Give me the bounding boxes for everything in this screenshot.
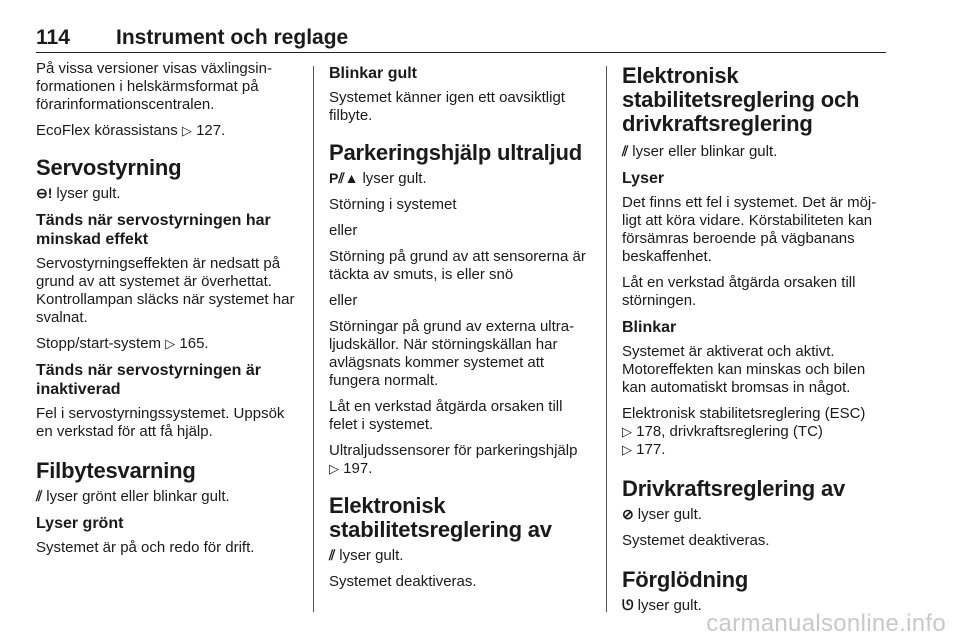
paragraph-sensors: Ultraljudssensorer för parkeringshjälp ▷ 197. xyxy=(329,442,578,477)
paragraph: Störning i systemet xyxy=(329,196,457,213)
section-heading: Filbytesvarning xyxy=(36,458,196,483)
subheading: Blinkar xyxy=(622,319,677,336)
cross-reference-icon: ▷ xyxy=(165,336,176,351)
column-3 xyxy=(622,60,888,623)
subheading: Tänds när servostyrningen har minskad effekt xyxy=(36,212,271,248)
subheading: Tänds när servostyrningen är inaktiverad xyxy=(36,362,261,398)
esc-off-icon: ⫽ xyxy=(329,547,336,563)
traction-control-off-icon: ⊘ xyxy=(622,506,634,522)
indicator-line: ⫽ lyser eller blinkar gult. xyxy=(622,143,778,160)
paragraph: Störningar på grund av externa ultraljudskällor. När störningskällan har avlägsnats kommer systemet att fungera normalt. xyxy=(329,318,575,389)
lane-change-icon: ⫽ xyxy=(36,488,43,504)
cross-reference-icon: ▷ xyxy=(622,424,632,439)
paragraph: eller xyxy=(329,222,358,239)
section-heading: Parkeringshjälp ultraljud xyxy=(329,140,582,165)
indicator-line: ᘎ lyser gult. xyxy=(622,597,702,614)
indicator-line: ⊖! lyser gult. xyxy=(36,185,121,202)
glow-plug-icon: ᘎ xyxy=(622,597,634,613)
cross-reference-icon: ▷ xyxy=(181,123,192,138)
esc-icon: ⫽ xyxy=(622,143,629,159)
page-reference: 127. xyxy=(196,122,226,139)
page-reference: 177. xyxy=(636,441,666,458)
cross-reference-icon: ▷ xyxy=(622,442,632,457)
section-heading: Förglödning xyxy=(622,567,749,592)
paragraph: Systemet är på och redo för drift. xyxy=(36,539,255,556)
parking-sensor-icon: P⫽▲ xyxy=(329,170,359,186)
indicator-line: ⫽ lyser gult. xyxy=(329,547,404,564)
section-heading: Elektronisk stabilitetsreglering av xyxy=(329,493,552,542)
cross-reference-icon: ▷ xyxy=(329,461,339,476)
section-heading: Elektronisk stabilitetsreglering och drivkraftsreglering xyxy=(622,63,860,136)
column-1 xyxy=(36,60,298,565)
paragraph: Systemet deaktiveras. xyxy=(622,532,770,549)
subheading: Lyser xyxy=(622,170,665,187)
column-divider xyxy=(313,66,314,612)
paragraph: Låt en verkstad åtgärda orsaken till felet i systemet. xyxy=(329,398,563,433)
subheading: Blinkar gult xyxy=(329,65,418,82)
subheading: Lyser grönt xyxy=(36,515,124,532)
section-heading: Drivkraftsreglering av xyxy=(622,476,846,501)
paragraph: På vissa versioner visas växlingsinformationen i helskärmsformat på förarinformationscentralen. xyxy=(36,60,272,113)
paragraph: Systemet känner igen ett oavsiktligt filbyte. xyxy=(329,89,565,124)
indicator-line: P⫽▲ lyser gult. xyxy=(329,170,427,187)
paragraph-stopstart: Stopp/start-system ▷ 165. xyxy=(36,335,209,352)
paragraph: eller xyxy=(329,292,358,309)
page-header xyxy=(36,26,886,53)
paragraph: Låt en verkstad åtgärda orsaken till störningen. xyxy=(622,274,856,309)
section-heading: Servostyrning xyxy=(36,155,182,180)
paragraph: Systemet är aktiverat och aktivt. Motoreffekten kan minskas och bilen kan automatiskt bromsas in något. xyxy=(622,343,866,396)
paragraph: Det finns ett fel i systemet. Det är möjligt att köra vidare. Körstabiliteten kan försämras beroende på vägbanans beskaffenhet. xyxy=(622,194,877,265)
column-2 xyxy=(329,60,591,599)
paragraph-ecoflex: EcoFlex körassistans ▷ 127. xyxy=(36,122,226,139)
paragraph-references: Elektronisk stabilitetsreglering (ESC) ▷ 178, drivkraftsreglering (TC) ▷ 177. xyxy=(622,405,866,458)
indicator-line: ⫽ lyser grönt eller blinkar gult. xyxy=(36,488,230,505)
page-reference: 197. xyxy=(343,460,373,477)
page-number: 114 xyxy=(36,26,70,49)
servo-warning-icon: ⊖! xyxy=(36,185,53,201)
column-divider xyxy=(606,66,607,612)
paragraph: Systemet deaktiveras. xyxy=(329,573,477,590)
watermark: carmanualsonline.info xyxy=(706,610,946,637)
paragraph: Fel i servostyrningssystemet. Uppsök en verkstad för att få hjälp. xyxy=(36,405,285,440)
paragraph: Servostyrningseffekten är nedsatt på grund av att systemet är överhettat. Kontrollampan släcks när systemet har svalnat. xyxy=(36,255,295,326)
page-reference: 165. xyxy=(179,335,209,352)
paragraph: Störning på grund av att sensorerna är täckta av smuts, is eller snö xyxy=(329,248,586,283)
indicator-line: ⊘ lyser gult. xyxy=(622,506,702,523)
page-title: Instrument och reglage xyxy=(116,26,349,49)
